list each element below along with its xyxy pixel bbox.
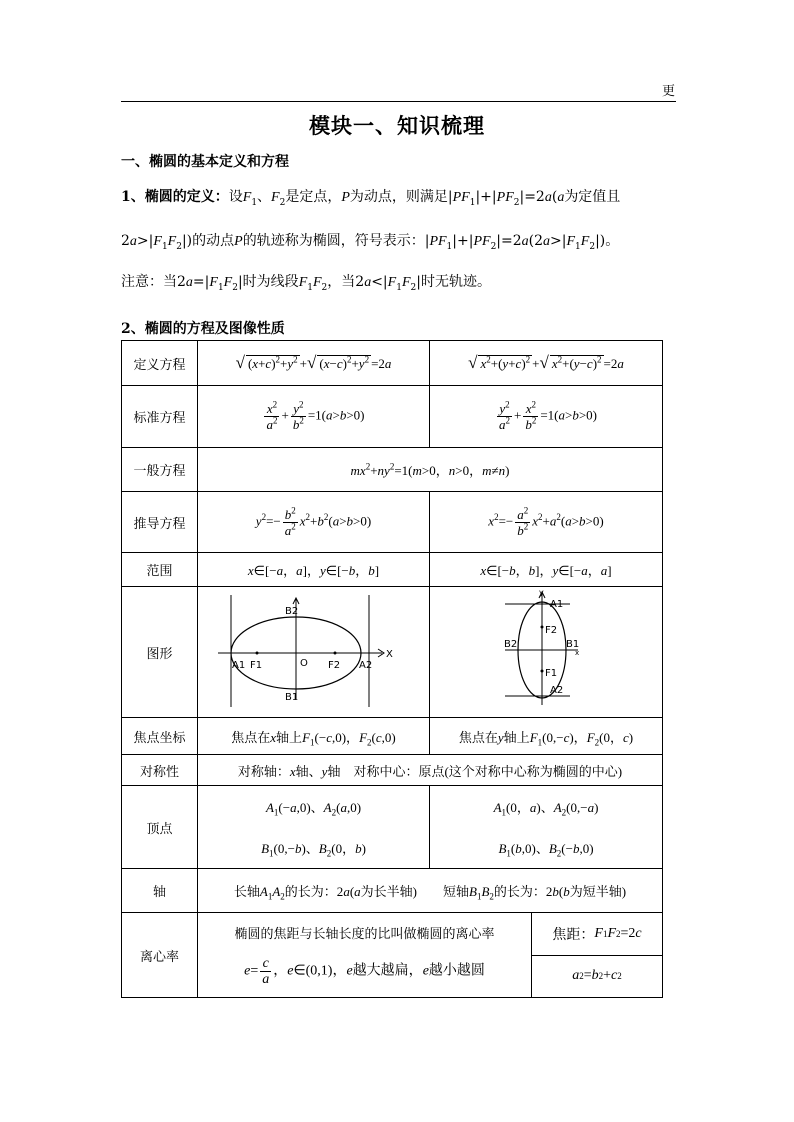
label-symmetry: 对称性 xyxy=(122,755,198,786)
focal-distance: 焦距： F 1 F 2 =2 c xyxy=(552,925,642,943)
label-A1-vertical: A1 xyxy=(550,599,564,610)
label-standard: 标准方程 xyxy=(122,386,198,448)
label-graph: 图形 xyxy=(122,587,198,718)
row-range xyxy=(122,553,663,587)
symmetry-value: 对称轴：x轴、y轴 对称中心：原点(这个对称中心称为椭圆的中心) xyxy=(198,755,663,786)
standard-eq-x: $\frac{x^2}{a^2}$ + $\frac{y^2}{b^2}$ =1(a>b>0) xyxy=(198,386,430,448)
label-B1-vertical: B1 xyxy=(566,639,580,650)
eccentricity-formula: e= $\frac{c}{a}$ ，e∈(0,1)，e越大越扁，e越小越圆 xyxy=(244,956,485,987)
section-heading-2: 2、椭圆的方程及图像性质 xyxy=(121,321,285,337)
axes-value: 长轴$A_1A_2$的长为：2a(a为长半轴) 短轴$B_1B_2$的长为：2b(b为短半轴) xyxy=(198,869,663,913)
note-paragraph: 注意：当$2a=|F_1F_2|$时为线段$F_1F_2$，当$2a<|F_1F_2|$时无轨迹。 xyxy=(121,274,491,293)
label-F2: F2 xyxy=(328,660,341,671)
row-definition xyxy=(122,341,663,386)
label-vertices: 顶点 xyxy=(122,786,198,869)
header-rule xyxy=(121,101,676,102)
definition-eq-x: √ $(x+c)^2+y^2$ +√ $(x-c)^2+y^2 =2a$ xyxy=(198,341,430,386)
general-eq: $mx^2+ny^2=1(m>0$，n>0，m≠n) xyxy=(198,448,663,492)
label-y-axis: y xyxy=(539,588,544,597)
standard-eq-y: $\frac{y^2}{a^2}$ + $\frac{x^2}{b^2}$ =1(a>b>0) xyxy=(430,386,663,448)
abc-relation: a 2 = b 2 + c 2 xyxy=(532,955,662,998)
eccentricity-cell xyxy=(198,913,663,998)
definition-label: 1、椭圆的定义： xyxy=(121,189,229,205)
row-vertices xyxy=(122,786,663,869)
row-axes xyxy=(122,869,663,913)
row-standard xyxy=(122,386,663,448)
properties-table xyxy=(121,340,663,998)
definition-eq-y: √ $x^2+(y+c)^2$ +√ $x^2+(y-c)^2 =2a$ xyxy=(430,341,663,386)
label-B2: B2 xyxy=(285,606,299,617)
label-F2-vertical: F2 xyxy=(545,625,558,636)
label-derived: 推导方程 xyxy=(122,492,198,553)
foci-y: 焦点在y轴上$F_1(0,-c)$，$F_2(0$，c) xyxy=(430,718,663,755)
label-range: 范围 xyxy=(122,553,198,587)
derived-eq-x: $y^2=-$ $\frac{b^2}{a^2}$ $x^2+b^2(a>b>0)$ xyxy=(198,492,430,553)
eccentricity-definition: 椭圆的焦距与长轴长度的比叫做椭圆的离心率 xyxy=(234,927,495,942)
row-general xyxy=(122,448,663,492)
label-axes: 轴 xyxy=(122,869,198,913)
foci-x: 焦点在x轴上$F_1(-c,0)$，$F_2(c,0)$ xyxy=(198,718,430,755)
row-derived xyxy=(122,492,663,553)
row-graph xyxy=(122,587,663,718)
label-definition: 定义方程 xyxy=(122,341,198,386)
row-foci xyxy=(122,718,663,755)
horizontal-ellipse-figure xyxy=(198,587,430,713)
definition-paragraph-line1: 1、椭圆的定义：设$F_1$、$F_2$是定点，P为动点，则满足$|PF_1|+|PF_2|=2a(a$为定值且 xyxy=(121,189,621,208)
label-B1: B1 xyxy=(285,692,299,703)
graph-horizontal-cell xyxy=(198,587,430,718)
label-X: X xyxy=(386,649,393,660)
label-x-axis: x xyxy=(575,649,580,657)
label-B2-vertical: B2 xyxy=(504,639,518,650)
label-A2-vertical: A2 xyxy=(550,685,564,696)
derived-eq-y: $x^2=-$ $\frac{a^2}{b^2}$ $x^2+a^2(a>b>0)$ xyxy=(430,492,663,553)
label-O: O xyxy=(300,658,308,669)
page-title: 模块一、知识梳理 xyxy=(309,113,485,138)
graph-vertical-cell xyxy=(430,587,663,718)
label-F1: F1 xyxy=(250,660,263,671)
vertical-ellipse-figure xyxy=(430,587,663,713)
header-mark: 更 xyxy=(662,84,676,99)
vertices-x: $A_1(-a,0)$、$A_2(a,0)$ $B_1(0,-b)$、$B_2(0$，b) xyxy=(198,786,430,869)
label-A2: A2 xyxy=(359,660,373,671)
range-x: x∈[−a，a]，y∈[−b，b] xyxy=(198,553,430,587)
range-y: x∈[−b，b]，y∈[−a，a] xyxy=(430,553,663,587)
definition-paragraph-line2: $2a>|F_1F_2|$)的动点P的轨迹称为椭圆，符号表示：$|PF_1|+|PF_2|=2a(2a>|F_1F_2|)$。 xyxy=(121,233,620,252)
row-eccentricity xyxy=(122,913,663,998)
label-foci: 焦点坐标 xyxy=(122,718,198,755)
section-heading-1: 一、椭圆的基本定义和方程 xyxy=(121,154,289,170)
label-A1: A1 xyxy=(232,660,246,671)
label-F1-vertical: F1 xyxy=(545,668,558,679)
row-symmetry xyxy=(122,755,663,786)
label-eccentricity: 离心率 xyxy=(122,913,198,998)
label-general: 一般方程 xyxy=(122,448,198,492)
vertices-y: $A_1(0$，a)、$A_2(0,-a)$ $B_1(b,0)$、$B_2(-b,0)$ xyxy=(430,786,663,869)
